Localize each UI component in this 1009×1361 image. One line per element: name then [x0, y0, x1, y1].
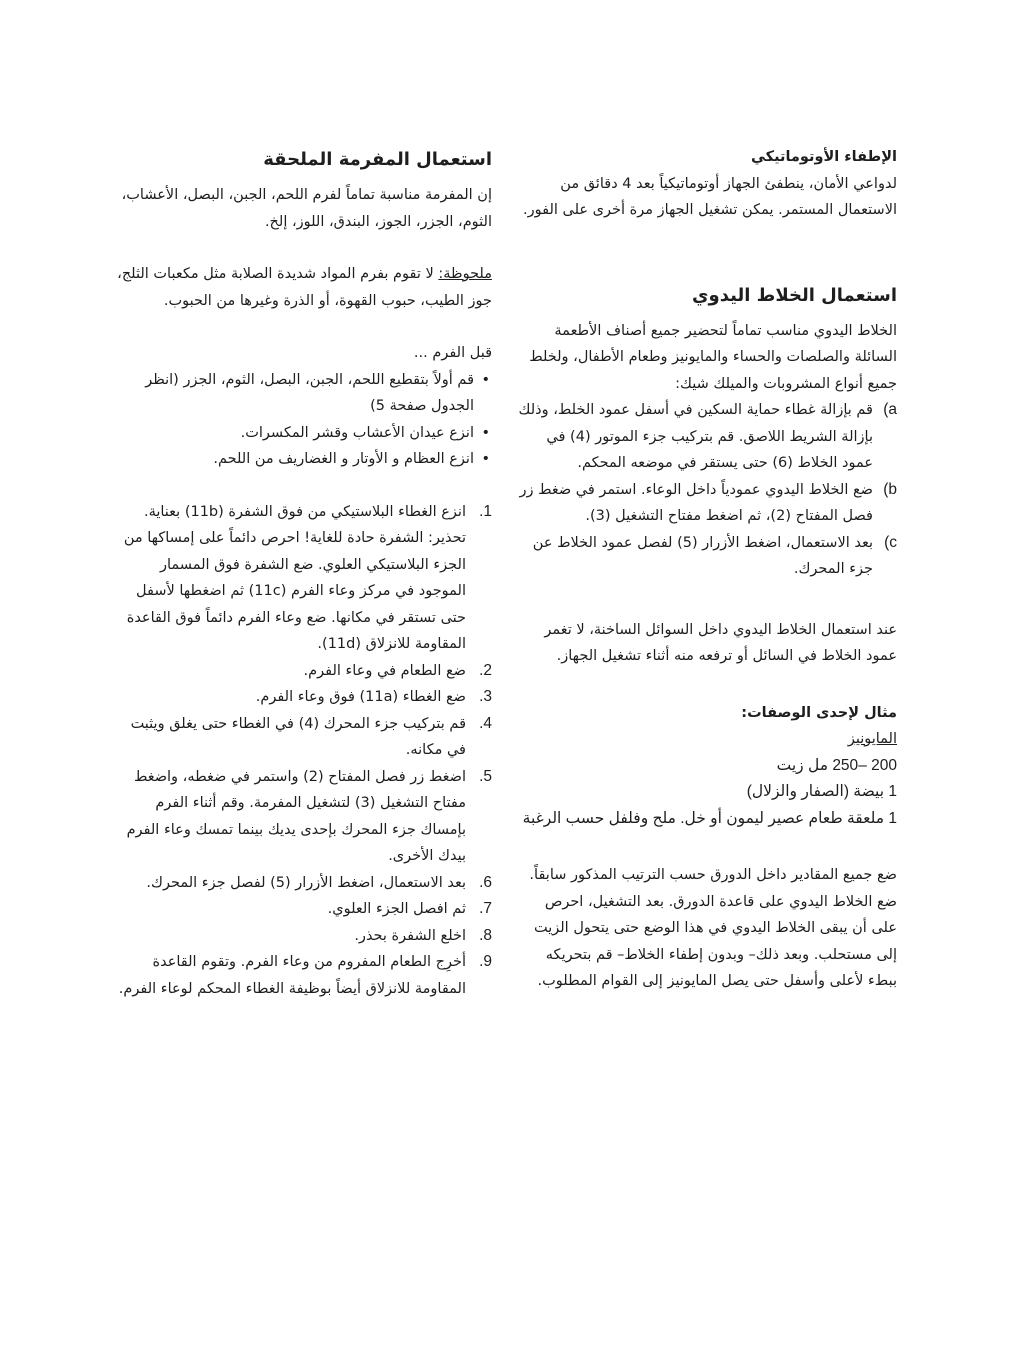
step-text: ثم افصل الجزء العلوي.	[327, 901, 466, 917]
recipe-method: ضع جميع المقادير داخل الدورق حسب الترتيب المذكور سابقاً. ضع الخلاط اليدوي على قاعدة الدورق. بعد التشغيل، احرص على أن يبقى الخلاط اليدوي في هذا الوضع حتى يتحول الزيت إلى مستحلب. وبعد ذلك– وبدون إطفاء الخلاط– قم بتحريكه ببطء لأعلى وأسفل حتى يصل المايونيز إلى القوام المطلوب.	[529, 867, 897, 989]
step-label: 1.	[479, 502, 492, 520]
list-item	[112, 764, 492, 870]
step-text: بعد الاستعمال، اضغط الأزرار (5) لفصل جزء المحرك.	[146, 874, 466, 891]
list-item	[112, 684, 492, 711]
list-item	[515, 397, 897, 477]
step-text: أخرِج الطعام المفروم من وعاء الفرم. وتقوم القاعدة المقاومة للانزلاق أيضاً بوظيفة الغطاء المحكم لوعاء الفرم.	[118, 954, 466, 997]
list-item	[112, 870, 492, 897]
list-item	[112, 949, 492, 1002]
recipe-ingredient: 200 –250 مل زيت	[776, 756, 897, 774]
list-item	[515, 477, 897, 530]
step-text: ضع الطعام في وعاء الفرم.	[303, 662, 466, 679]
step-label: 5.	[479, 767, 492, 785]
list-item	[112, 923, 492, 950]
list-item	[112, 896, 492, 923]
before-mincing-list	[112, 367, 492, 473]
step-text: قم بتركيب جزء المحرك (4) في الغطاء حتى يغلق ويثبت في مكانه.	[130, 715, 466, 758]
recipe-ingredient: 1 ملعقة طعام عصير ليمون أو خل. ملح وفلفل حسب الرغبة	[522, 809, 897, 827]
auto-off-text: لدواعي الأمان، ينطفئ الجهاز أوتوماتيكياً بعد 4 دقائق من الاستعمال المستمر. يمكن تشغيل الجهاز مرة أخرى على الفور.	[523, 175, 897, 218]
step-text: انزع الغطاء البلاستيكي من فوق الشفرة (11b) بعناية. تحذير: الشفرة حادة للغاية! احرص دائماً على إمساكها من الجزء البلاستيكي العلوي. ضع الشفرة فوق المسمار الموجود في مركز وعاء الفرم (11c) ثم اضغطها لأسفل حتى تستقر في مكانها. ضع وعاء الفرم دائماً فوق القاعدة المقاومة للانزلاق (11d).	[123, 503, 466, 652]
list-item	[112, 711, 492, 764]
mincer-note	[112, 261, 492, 314]
step-label: a)	[883, 401, 897, 418]
step-text: ضع الخلاط اليدوي عمودياً داخل الوعاء. استمر في ضغط زر فصل المفتاح (2)، ثم اضغط مفتاح التشغيل (3).	[519, 481, 873, 524]
step-label: c)	[884, 533, 897, 551]
note-text: لا تقوم بفرم المواد شديدة الصلابة مثل مكعبات الثلج، جوز الطيب، حبوب القهوة، أو الذرة وغيرها من الحبوب.	[117, 266, 492, 309]
step-label: 4.	[479, 714, 492, 732]
step-label: 3.	[479, 688, 492, 705]
hand-blender-intro: الخلاط اليدوي مناسب تماماً لتحضير جميع أصناف الأطعمة السائلة والصلصات والحساء والمايونيز وطعام الأطفال، ولخلط جميع أنواع المشروبات والميلك شيك:	[529, 322, 897, 392]
mincer-heading: استعمال المفرمة الملحقة	[263, 149, 492, 170]
step-label: 7.	[479, 900, 492, 917]
list-item: • انزع عيدان الأعشاب وقشر المكسرات.	[112, 420, 492, 447]
recipe-heading: مثال لإحدى الوصفات:	[741, 704, 897, 721]
mincer-intro: إن المفرمة مناسبة تماماً لفرم اللحم، الجبن، البصل، الأعشاب، الثوم، الجزر، الجوز، البندق، اللوز، إلخ.	[121, 187, 492, 230]
step-text: ضع الغطاء (11a) فوق وعاء الفرم.	[255, 689, 466, 705]
step-text: بعد الاستعمال، اضغط الأزرار (5) لفصل عمود الخلاط عن جزء المحرك.	[532, 534, 873, 577]
recipe-ingredient: 1 بيضة (الصفار والزلال)	[746, 783, 897, 800]
hand-blender-heading: استعمال الخلاط اليدوي	[692, 284, 897, 306]
mincer-steps	[112, 499, 492, 1003]
step-label: b)	[883, 480, 897, 498]
auto-off-heading: الإطفاء الأوتوماتيكي	[751, 149, 897, 165]
hot-liquids-note: عند استعمال الخلاط اليدوي داخل السوائل الساخنة، لا تغمر عمود الخلاط في السائل أو ترفعه منه أثناء تشغيل الجهاز.	[544, 621, 897, 664]
step-label: 8.	[479, 926, 492, 944]
hand-blender-steps	[515, 397, 897, 583]
step-text: اضغط زر فصل المفتاح (2) واستمر في ضغطه، واضغط مفتاح التشغيل (3) لتشغيل المفرمة. وقم أثناء الفرم بإمساك جزء المحرك بإحدى يديك بينما تمسك وعاء الفرم بيدك الأخرى.	[126, 768, 466, 864]
list-item	[112, 499, 492, 658]
list-item: • انزع العظام و الأوتار و الغضاريف من اللحم.	[112, 446, 492, 473]
list-item: • قم أولاً بتقطيع اللحم، الجبن، البصل، الثوم، الجزر (انظر الجدول صفحة 5)	[112, 367, 492, 420]
step-label: 2.	[479, 661, 492, 679]
right-column	[515, 144, 897, 995]
list-item	[112, 658, 492, 685]
step-label: 9.	[479, 953, 492, 970]
step-text: اخلع الشفرة بحذر.	[354, 927, 466, 944]
recipe-name: المايونيز	[847, 731, 897, 747]
step-text: قم بإزالة غطاء حماية السكين في أسفل عمود الخلط، وذلك بإزالة الشريط اللاصق. قم بتركيب جزء الموتور (4) في عمود الخلاط (6) حتى يستقر في موضعه المحكم.	[518, 402, 873, 471]
note-label: ملحوظة:	[438, 266, 492, 282]
left-column	[112, 144, 492, 1002]
before-mincing-heading: قبل الفرم ...	[413, 345, 492, 361]
list-item	[515, 530, 897, 583]
step-label: 6.	[479, 873, 492, 891]
